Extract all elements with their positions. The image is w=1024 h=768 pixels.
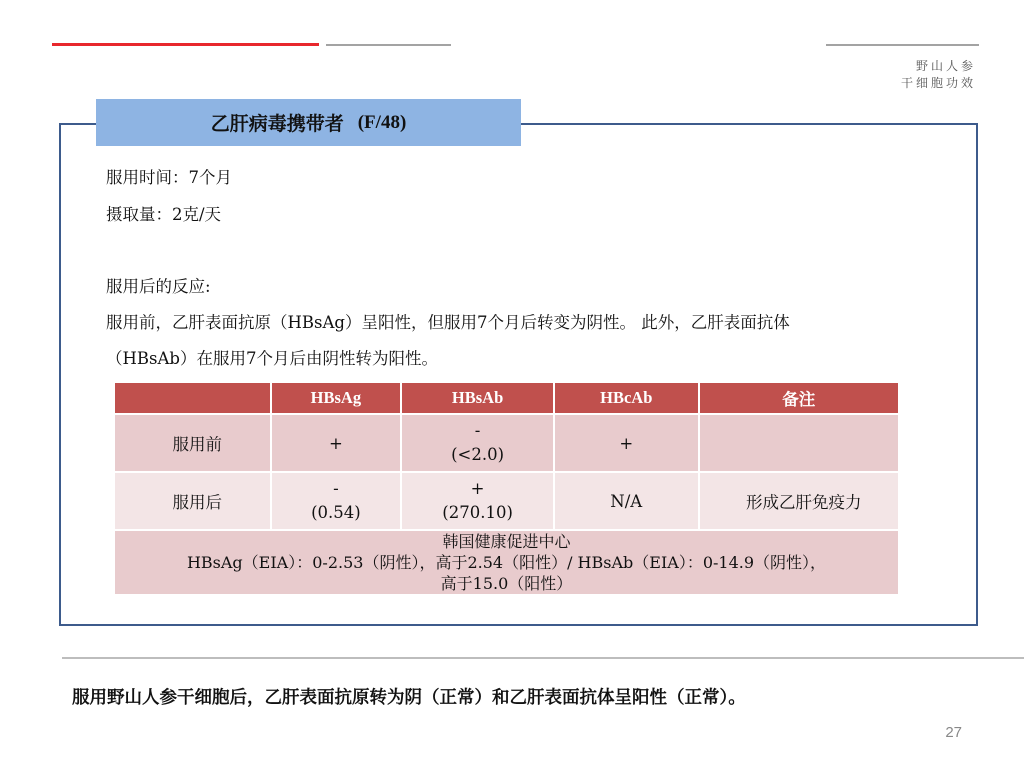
cell-hbsab-value: (270.10): [442, 503, 513, 522]
table-header-row: [114, 382, 899, 414]
dosage-text: 摄取量：2克/天: [106, 205, 222, 224]
conclusion-text: 服用野山人参干细胞后，乙肝表面抗原转为阴（正常）和乙肝表面抗体呈阳性（正常）。: [72, 688, 746, 708]
header-gray-rule-right: [826, 44, 979, 46]
cell-hbsab-sign: -: [474, 421, 481, 440]
cell-hbsab-sign: +: [470, 479, 485, 498]
title-main: 乙肝病毒携带者: [210, 113, 344, 135]
duration-text: 服用时间：7个月: [106, 168, 232, 187]
results-table: [113, 381, 900, 596]
brand-label: [901, 58, 976, 92]
header-cell-hbcab: HBcAb: [554, 382, 699, 414]
header-gray-rule: [326, 44, 451, 46]
cell-note: [699, 414, 899, 472]
row-label: 服用后: [114, 472, 271, 530]
footnote-line-3: 高于15.0（阳性）: [440, 574, 573, 593]
table-footnote: [114, 530, 899, 595]
table-row: [114, 472, 899, 530]
cell-hbsab-value: (<2.0): [451, 445, 505, 464]
title-tag: (F/48): [357, 111, 407, 133]
reaction-line-2: （HBsAb）在服用7个月后由阴性转为阳性。: [106, 349, 438, 368]
cell-note: 形成乙肝免疫力: [699, 472, 899, 530]
cell-hbsab: [401, 472, 554, 530]
cell-hbsag-sign: -: [333, 479, 339, 498]
cell-hbcab: N/A: [554, 472, 699, 530]
header-cell-hbsab: HBsAb: [401, 382, 554, 414]
cell-hbsab: [401, 414, 554, 472]
divider: [62, 657, 1024, 659]
header-cell-note: 备注: [699, 382, 899, 414]
page-number: 27: [945, 724, 962, 741]
header-cell-hbsag: HBsAg: [271, 382, 402, 414]
brand-line-1: 野山人参: [915, 59, 976, 73]
cell-hbsag: +: [271, 414, 402, 472]
cell-hbsag: [271, 472, 402, 530]
cell-hbcab: +: [554, 414, 699, 472]
table-footnote-row: [114, 530, 899, 595]
slide-title: [96, 99, 521, 146]
reaction-heading: 服用后的反应:: [106, 277, 211, 296]
reaction-line-1: 服用前，乙肝表面抗原（HBsAg）呈阳性，但服用7个月后转变为阴性。 此外，乙肝表面抗体: [106, 313, 790, 332]
cell-hbsag-value: (0.54): [311, 503, 361, 522]
header-cell-empty: [114, 382, 271, 414]
table-row: [114, 414, 899, 472]
header-red-rule: [52, 43, 319, 46]
row-label: 服用前: [114, 414, 271, 472]
brand-line-2: 干细胞功效: [900, 76, 976, 90]
footnote-line-1: 韩国健康促进中心: [442, 532, 571, 551]
footnote-line-2: HBsAg（EIA）：0-2.53（阴性），高于2.54（阳性）/ HBsAb（EIA）：0-14.9（阴性），: [186, 553, 827, 572]
